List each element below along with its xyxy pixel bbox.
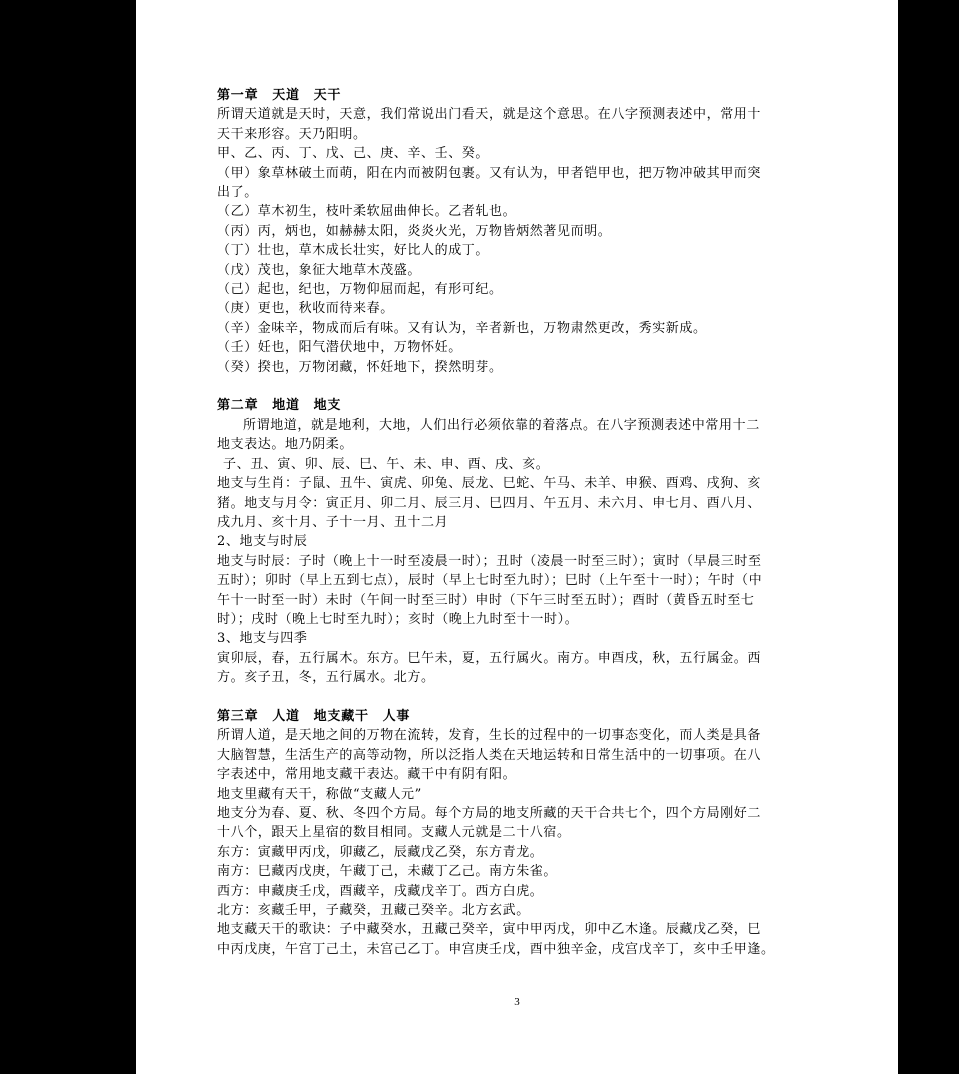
text-line: 大脑智慧，生活生产的高等动物，所以泛指人类在天地运转和日常生活中的一切事项。在八	[217, 747, 762, 763]
text-line: 中丙戊庚，午宫丁己土，未宫己乙丁。申宫庚壬戊，酉中独辛金，戌宫戊辛丁，亥中壬甲逢。	[217, 941, 775, 957]
paragraph-gap	[217, 688, 828, 707]
text-line: 天干来形容。天乃阳明。	[217, 126, 367, 142]
text-line: （乙）草木初生，枝叶柔软屈曲伸长。乙者轧也。	[217, 204, 517, 220]
text-line: （壬）妊也，阳气潜伏地中，万物怀妊。	[217, 340, 462, 356]
text-line: （丁）壮也，草木成长壮实，好比人的成丁。	[217, 243, 490, 259]
paragraph-gap	[217, 377, 828, 396]
text-line: （己）起也，纪也，万物仰屈而起，有形可纪。	[217, 282, 503, 298]
text-line: （丙）丙，炳也，如赫赫太阳，炎炎火光，万物皆炳然著见而明。	[217, 223, 612, 239]
text-line: 出了。	[217, 185, 258, 201]
text-line: （戊）茂也，象征大地草木茂盛。	[217, 262, 422, 278]
text-line: 西方：申藏庚壬戊，酉藏辛，戌藏戊辛丁。西方白虎。	[217, 883, 544, 899]
text-line: 戌九月、亥十月、子十一月、丑十二月	[217, 514, 449, 530]
text-line: 所谓人道，是天地之间的万物在流转，发育，生长的过程中的一切事态变化，而人类是具备	[217, 728, 762, 744]
chapter-heading: 第三章 人道 地支藏干 人事	[217, 708, 411, 724]
chapter-heading: 第二章 地道 地支	[217, 398, 342, 414]
text-line: 北方：亥藏壬甲，子藏癸，丑藏己癸辛。北方玄武。	[217, 903, 530, 919]
text-line: 时）；戌时（晚上七时至九时）；亥时（晚上九时至十一时）。	[217, 611, 579, 627]
text-line: 所谓天道就是天时，天意，我们常说出门看天，就是这个意思。在八字预测表述中，常用十	[217, 107, 762, 123]
text-line: 地支藏天干的歌诀：子中藏癸水，丑藏己癸辛，寅中甲丙戊，卯中乙木逢。辰藏戊乙癸，巳	[217, 922, 762, 938]
text-line: 五时）；卯时（早上五到七点），辰时（早上七时至九时）；巳时（上午至十一时）；午时（中	[217, 573, 763, 589]
text-line: 地支分为春、夏、秋、冬四个方局。每个方局的地支所藏的天干合共七个，四个方局刚好二	[217, 806, 762, 821]
document-page	[136, 0, 898, 1074]
text-line: 子、丑、寅、卯、辰、巳、午、未、申、酉、戌、亥。	[223, 456, 550, 472]
text-line: 所谓地道，就是地利，大地，人们出行必须依靠的着落点。在八字预测表述中常用十二	[243, 417, 760, 433]
text-line: 地支与生肖：子鼠、丑牛、寅虎、卯兔、辰龙、巳蛇、午马、未羊、申猴、酉鸡、戌狗、亥	[217, 476, 762, 492]
text-line: 午十一时至一时）未时（午间一时至三时）申时（下午三时至五时）；酉时（黄昏五时至七	[217, 592, 755, 608]
text-line: （癸）揆也，万物闭藏，怀妊地下，揆然明芽。	[217, 359, 503, 375]
chapter-heading: 第一章 天道 天干	[217, 88, 342, 103]
text-line: 十八个，跟天上星宿的数目相同。支藏人元就是二十八宿。	[217, 825, 571, 841]
text-line: 2、地支与时辰	[217, 534, 308, 550]
document-body	[217, 86, 828, 959]
page-number: 3	[514, 996, 520, 1008]
text-line: 东方：寅藏甲丙戊，卯藏乙，辰藏戊乙癸，东方青龙。	[217, 844, 544, 860]
text-line: 南方：巳藏丙戊庚，午藏丁己，未藏丁乙己。南方朱雀。	[217, 864, 558, 880]
text-line: 地支表达。地乃阴柔。	[217, 437, 354, 453]
text-line: 猪。地支与月令：寅正月、卯二月、辰三月、巳四月、午五月、未六月、申七月、酉八月、	[217, 495, 762, 511]
text-line: 寅卯辰，春，五行属木。东方。巳午未，夏，五行属火。南方。申酉戌，秋，五行属金。西	[217, 650, 762, 666]
text-line: （庚）更也，秋收而待来春。	[217, 301, 394, 317]
text-line: （辛）金味辛，物成而后有味。又有认为，辛者新也，万物肃然更改，秀实新成。	[217, 320, 707, 336]
text-line: 方。亥子丑，冬，五行属水。北方。	[217, 670, 435, 686]
text-line: 地支里藏有天干，称做“支藏人元”	[217, 786, 422, 802]
text-line: （甲）象草林破土而萌，阳在内而被阴包裹。又有认为，甲者铠甲也，把万物冲破其甲而突	[217, 165, 762, 181]
text-line: 3、地支与四季	[217, 631, 308, 647]
text-line: 字表述中，常用地支藏干表达。藏干中有阴有阳。	[217, 767, 517, 783]
text-line: 地支与时辰：子时（晚上十一时至凌晨一时）；丑时（凌晨一时至三时）；寅时（早晨三时至	[217, 553, 762, 569]
text-line: 甲、乙、丙、丁、戊、己、庚、辛、壬、癸。	[217, 146, 490, 162]
